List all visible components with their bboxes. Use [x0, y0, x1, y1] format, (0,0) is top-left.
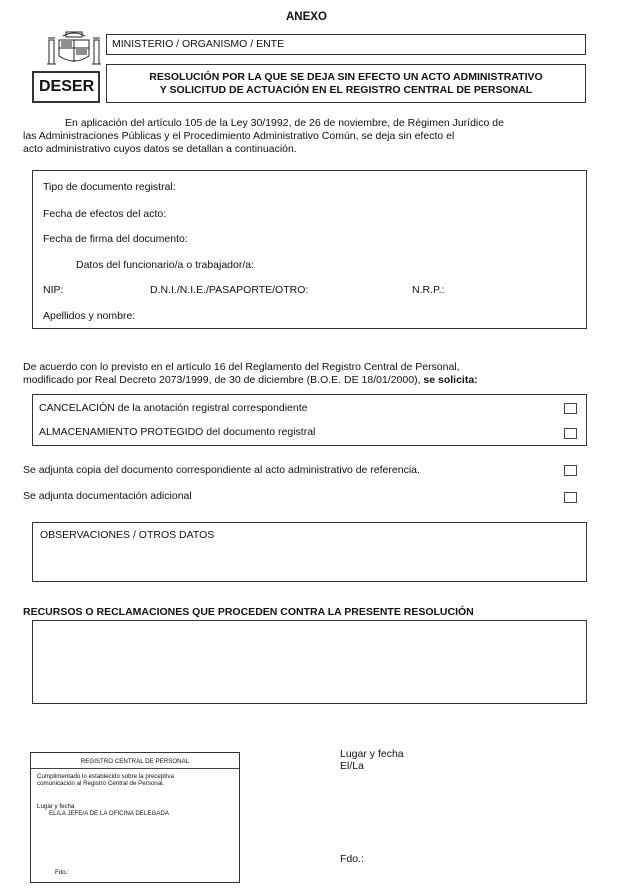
coat-of-arms-icon	[45, 30, 103, 70]
form-code: DESER	[39, 78, 95, 95]
storage-option-label: ALMACENAMIENTO PROTEGIDO del documento registral	[39, 426, 316, 438]
attach-copy-checkbox[interactable]	[564, 465, 577, 476]
stamp-text1: Cumplimentado lo establecido sobre la preceptiva	[37, 773, 174, 780]
form-title-line1: RESOLUCIÓN POR LA QUE SE DEJA SIN EFECTO UN ACTO ADMINISTRATIVO	[149, 71, 543, 83]
request-options-box	[32, 394, 587, 446]
intro-line3: acto administrativo cuyos datos se detallan a continuación.	[23, 143, 297, 155]
form-title-line2: Y SOLICITUD DE ACTUACIÓN EN EL REGISTRO CENTRAL DE PERSONAL	[159, 84, 533, 96]
observations-field[interactable]	[32, 522, 587, 582]
official-data-label: Datos del funcionario/a o trabajador/a:	[76, 259, 255, 271]
title-box	[106, 64, 586, 103]
form-code-box	[32, 71, 100, 103]
stamp-signature: Fdo.:	[55, 869, 70, 876]
name-label: Apellidos y nombre:	[43, 310, 136, 322]
signature-fdo: Fdo.:	[340, 853, 364, 865]
cancel-checkbox[interactable]	[564, 403, 577, 414]
request-line2	[23, 374, 478, 386]
cancel-option-label: CANCELACIÓN de la anotación registral correspondiente	[39, 402, 308, 414]
signature-date-label: Fecha de firma del documento:	[43, 233, 188, 245]
signature-place-date: Lugar y fecha	[340, 748, 404, 760]
registry-stamp-box	[30, 752, 240, 883]
ministry-label: MINISTERIO / ORGANISMO / ENTE	[112, 38, 285, 50]
stamp-text2: comunicación al Registro Central de Personal.	[37, 780, 165, 787]
signature-el-la: El/La	[340, 760, 364, 772]
stamp-place-date: Lugar y fecha	[37, 803, 75, 810]
attach-additional-checkbox[interactable]	[564, 492, 577, 503]
attach-additional-label: Se adjunta documentación adicional	[23, 490, 192, 502]
doc-type-label: Tipo de documento registral:	[43, 181, 176, 193]
ministry-field[interactable]	[106, 34, 586, 55]
stamp-title: REGISTRO CENTRAL DE PERSONAL	[80, 758, 190, 765]
act-data-box	[32, 170, 587, 329]
intro-line1: En aplicación del artículo 105 de la Ley 30/1992, de 26 de noviembre, de Régimen Jurídico de	[65, 117, 504, 129]
nrp-label: N.R.P.:	[412, 284, 445, 296]
request-solicita: se solicita:	[423, 374, 478, 386]
stamp-official: EL/LA JEFE/A DE LA OFICINA DELEGADA	[49, 810, 170, 817]
resources-field[interactable]	[32, 620, 587, 704]
effect-date-label: Fecha de efectos del acto:	[43, 208, 167, 220]
dni-label: D.N.I./N.I.E./PASAPORTE/OTRO:	[150, 284, 309, 296]
intro-line2: las Administraciones Públicas y el Procedimiento Administrativo Común, se deja sin efecto el	[23, 130, 455, 142]
observations-label: OBSERVACIONES / OTROS DATOS	[40, 529, 215, 541]
stamp-divider	[31, 768, 239, 769]
resources-label: RECURSOS O RECLAMACIONES QUE PROCEDEN CONTRA LA PRESENTE RESOLUCIÓN	[23, 606, 474, 618]
request-line1: De acuerdo con lo previsto en el artículo 16 del Reglamento del Registro Central de Personal,	[23, 361, 460, 373]
nip-label: NIP:	[43, 284, 64, 296]
storage-checkbox[interactable]	[564, 428, 577, 439]
request-line2-text: modificado por Real Decreto 2073/1999, de 30 de diciembre (B.O.E. DE 18/01/2000),	[23, 374, 424, 386]
attach-copy-label: Se adjunta copia del documento correspondiente al acto administrativo de referencia.	[23, 464, 420, 476]
annex-title: ANEXO	[286, 11, 327, 23]
